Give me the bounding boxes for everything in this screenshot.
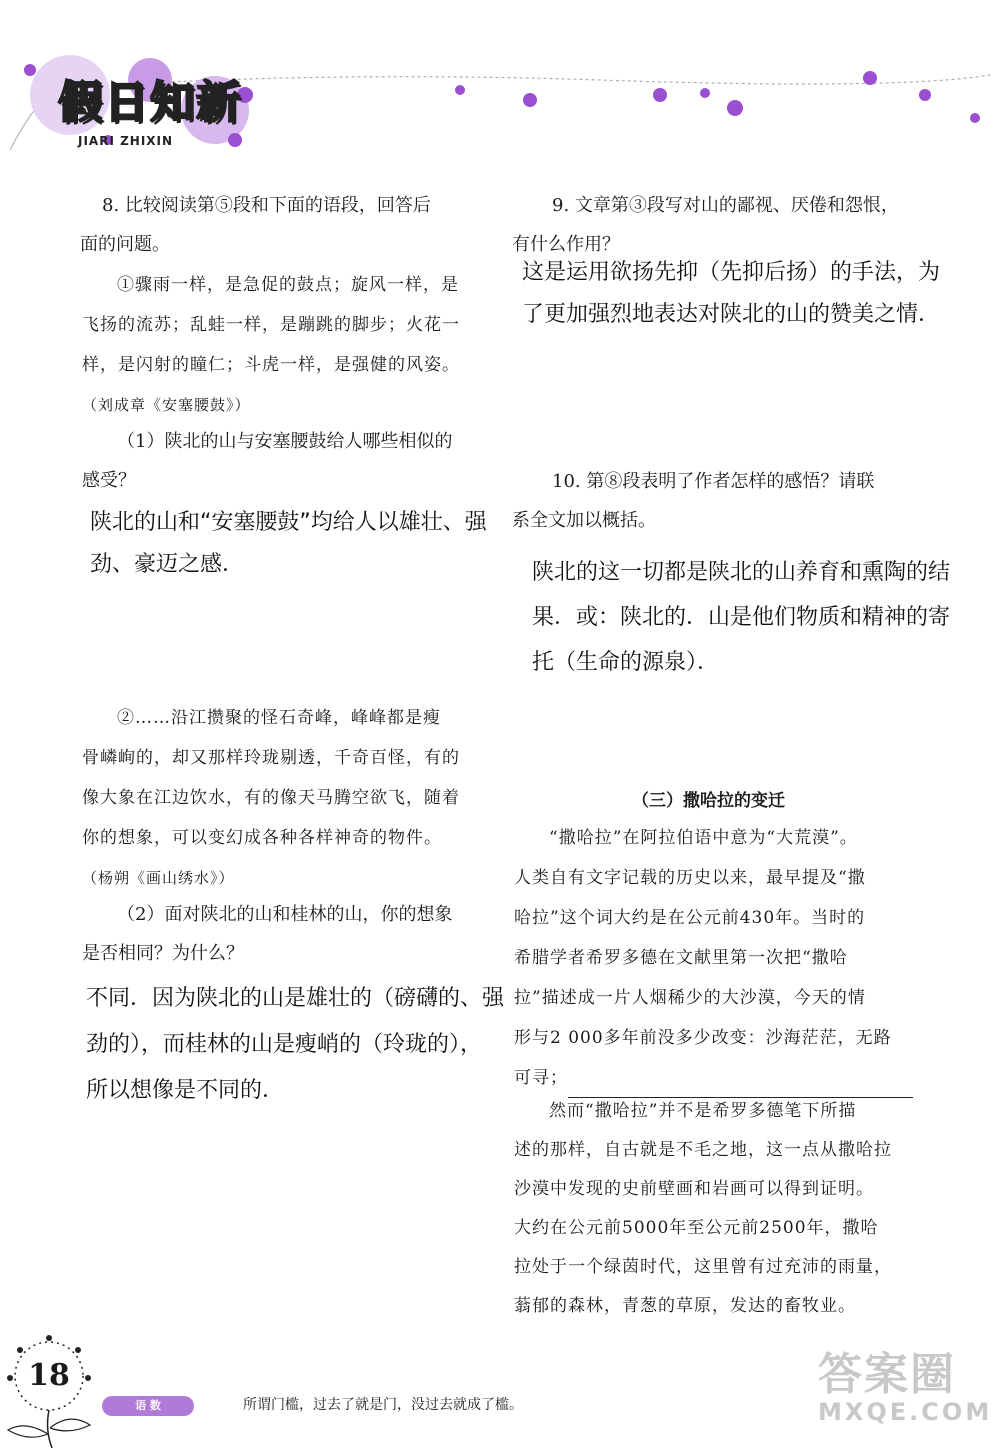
sahara-passage-1 (514, 818, 924, 1098)
brand-logo-title: 假日知新 (58, 77, 242, 128)
answer-10-line: 托（生命的源泉）． (532, 650, 720, 675)
passage-1-line: 样，是闪射的瞳仁；斗虎一样，是强健的风姿。 (82, 355, 460, 375)
footer-motto: 所谓门槛，过去了就是门，没过去就成了槛。 (243, 1397, 523, 1413)
passage-2-line: ②……沿江攒聚的怪石奇峰，峰峰都是瘦 (117, 708, 441, 728)
sahara-passage-line: 拉处于一个绿茵时代，这里曾有过充沛的雨量， (514, 1257, 892, 1277)
answer-8-2-line: 不同．因为陕北的山是雄壮的（磅礴的、强 (86, 986, 505, 1011)
question-10-line-1: 10. 第⑧段表明了作者怎样的感悟？请联 (552, 471, 875, 492)
sahara-passage-line: “撒哈拉”在阿拉伯语中意为“大荒漠”。 (549, 828, 858, 848)
question-8-2 (82, 895, 482, 973)
passage-1-line: ①骤雨一样，是急促的鼓点；旋风一样，是 (117, 275, 459, 295)
answer-10-line: 果．或：陕北的．山是他们物质和精神的寄 (532, 605, 951, 630)
question-10-line-2: 系全文加以概括。 (512, 510, 656, 531)
sahara-passage-line: 形与2 000多年前没多少改变：沙海茫茫，无路 (514, 1028, 892, 1048)
passage-1-line: 飞扬的流苏；乱蛙一样，是蹦跳的脚步；火花一 (82, 315, 460, 335)
answer-10 (532, 550, 982, 685)
watermark (818, 1338, 992, 1426)
watermark-url: MXQE.COM (818, 1398, 993, 1426)
sahara-passage-line: 拉”描述成一片人烟稀少的大沙漠，今天的情 (514, 988, 866, 1008)
passage-2-line: 骨嶙峋的，却又那样玲珑剔透，千奇百怪，有的 (82, 748, 460, 768)
passage-2-source: （杨朔《画山绣水》） (82, 869, 235, 887)
question-9-line-2: 有什么作用？ (512, 234, 620, 255)
passage-2 (82, 698, 482, 898)
question-9-line-1: 9. 文章第③段写对山的鄙视、厌倦和怨恨， (552, 195, 899, 216)
sahara-passage-2 (514, 1092, 924, 1326)
answer-9-line: 了更加强烈地表达对陕北的山的赞美之情． (522, 302, 941, 327)
sahara-passage-line: 希腊学者希罗多德在文献里第一次把“撒哈 (514, 948, 848, 968)
answer-10-line: 陕北的这一切都是陕北的山养育和熏陶的结 (532, 560, 951, 585)
sahara-passage-line: 述的那样，自古就是不毛之地，这一点从撒哈拉 (514, 1140, 892, 1160)
answer-9-line: 这是运用欲扬先抑（先抑后扬）的手法，为 (522, 260, 941, 285)
answer-8-1-line: 劲、豪迈之感． (90, 552, 245, 577)
brand-logo-subtitle: JIARI ZHIXIN (78, 134, 174, 148)
answer-8-2 (86, 976, 516, 1114)
sahara-passage-fill-label: 可寻； (514, 1068, 568, 1088)
question-8 (80, 186, 482, 264)
passage-1 (82, 265, 482, 425)
sahara-passage-line: 哈拉”这个词大约是在公元前430年。当时的 (514, 908, 866, 928)
answer-8-2-line: 所以想像是不同的． (86, 1078, 285, 1103)
subject-tag: 语 数 (102, 1396, 194, 1416)
answer-9 (522, 252, 982, 336)
sahara-passage-line: 然而“撒哈拉”并不是希罗多德笔下所描 (549, 1101, 857, 1121)
question-8-line-2: 面的问题。 (80, 234, 170, 255)
passage-1-source: （刘成章《安塞腰鼓》） (82, 396, 251, 414)
passage-2-line: 像大象在江边饮水，有的像天马腾空欲飞，随着 (82, 788, 460, 808)
question-8-1-line-2: 感受？ (82, 470, 136, 491)
section-title: （三）撒哈拉的变迁 (632, 791, 785, 811)
page-number: 18 (28, 1358, 70, 1393)
answer-8-2-line: 劲的），而桂林的山是瘦峭的（玲珑的）， (86, 1032, 483, 1057)
question-8-2-line-1: （2）面对陕北的山和桂林的山，你的想象 (117, 904, 453, 925)
question-8-line-1: 8. 比较阅读第⑤段和下面的语段，回答后 (102, 195, 431, 216)
question-8-1-line-1: （1）陕北的山与安塞腰鼓给人哪些相似的 (117, 431, 453, 452)
watermark-title: 答案圈 (818, 1349, 956, 1400)
sahara-passage-line: 大约在公元前5000年至公元前2500年，撒哈 (514, 1218, 879, 1238)
question-8-1 (82, 422, 482, 500)
passage-2-line: 你的想象，可以变幻成各种各样神奇的物件。 (82, 828, 442, 848)
sahara-passage-line: 人类自有文字记载的历史以来，最早提及“撒 (514, 868, 866, 888)
answer-8-1 (90, 502, 520, 586)
question-8-2-line-2: 是否相同？为什么？ (82, 943, 244, 964)
sahara-passage-line: 蓊郁的森林，青葱的草原，发达的畜牧业。 (514, 1296, 856, 1316)
sahara-passage-line: 沙漠中发现的史前壁画和岩画可以得到证明。 (514, 1179, 874, 1199)
question-10 (512, 462, 972, 540)
answer-8-1-line: 陕北的山和“安塞腰鼓”均给人以雄壮、强 (90, 510, 487, 535)
